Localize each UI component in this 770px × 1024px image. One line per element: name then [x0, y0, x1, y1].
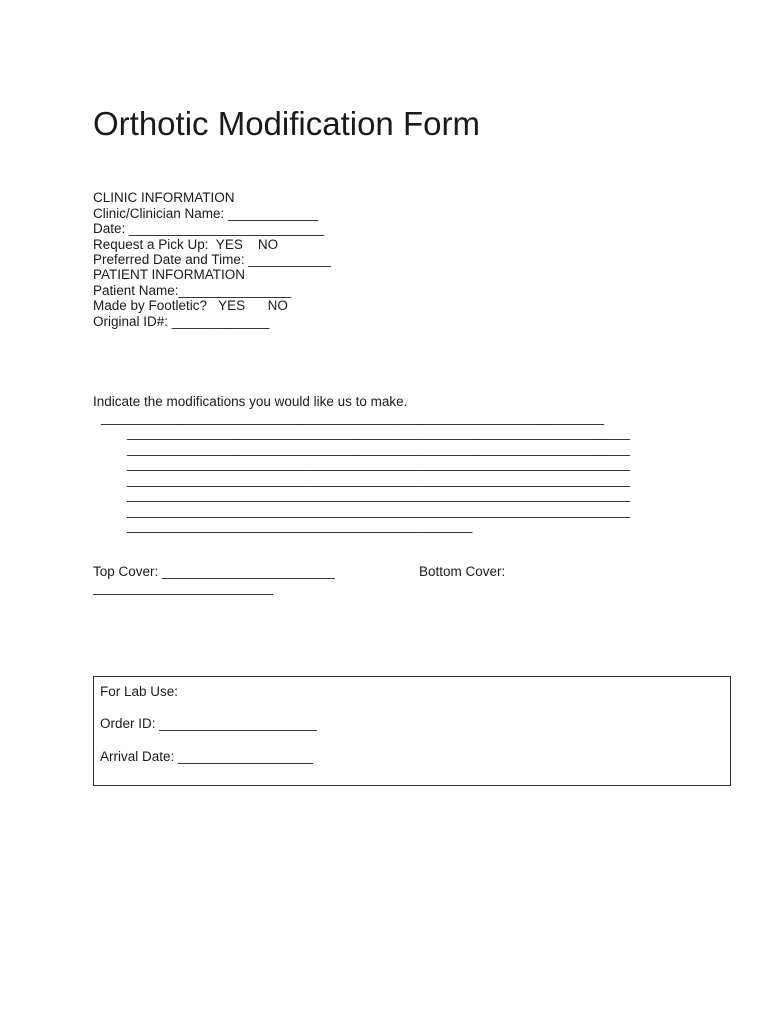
modification-line[interactable]: ___________________________________________________________________ [101, 410, 605, 425]
clinic-info-heading: CLINIC INFORMATION [93, 190, 235, 205]
modification-line[interactable]: ___________________________________________________________________ [127, 487, 631, 502]
preferred-date-time-field[interactable]: Preferred Date and Time: ___________ [93, 252, 331, 267]
page-title: Orthotic Modification Form [93, 105, 480, 142]
lab-use-box [93, 676, 731, 786]
clinician-name-field[interactable]: Clinic/Clinician Name: ____________ [93, 206, 319, 221]
modification-line[interactable]: ___________________________________________________________________ [127, 425, 631, 440]
modification-line[interactable]: ___________________________________________________________________ [127, 441, 631, 456]
modification-line[interactable]: ______________________________________________ [127, 518, 473, 533]
patient-info-heading: PATIENT INFORMATION [93, 267, 246, 282]
modification-line[interactable]: ___________________________________________________________________ [127, 503, 631, 518]
patient-name-field[interactable]: Patient Name:_______________ [93, 283, 292, 298]
original-id-field[interactable]: Original ID#: _____________ [93, 314, 270, 329]
pickup-request-field[interactable]: Request a Pick Up: YES NO [93, 237, 279, 252]
order-id-field[interactable]: Order ID: _____________________ [100, 716, 317, 731]
modification-line[interactable]: ___________________________________________________________________ [127, 456, 631, 471]
made-by-footletic-field[interactable]: Made by Footletic? YES NO [93, 298, 288, 313]
modifications-prompt: Indicate the modifications you would like us to make. [93, 394, 408, 409]
modification-line[interactable]: ___________________________________________________________________ [127, 472, 631, 487]
top-cover-field[interactable]: Top Cover: _______________________ [93, 564, 335, 579]
lab-use-heading: For Lab Use: [100, 684, 179, 699]
date-field[interactable]: Date: __________________________ [93, 221, 325, 236]
bottom-cover-field[interactable]: ________________________ [93, 580, 274, 595]
arrival-date-field[interactable]: Arrival Date: __________________ [100, 749, 314, 764]
bottom-cover-label: Bottom Cover: [419, 564, 506, 579]
